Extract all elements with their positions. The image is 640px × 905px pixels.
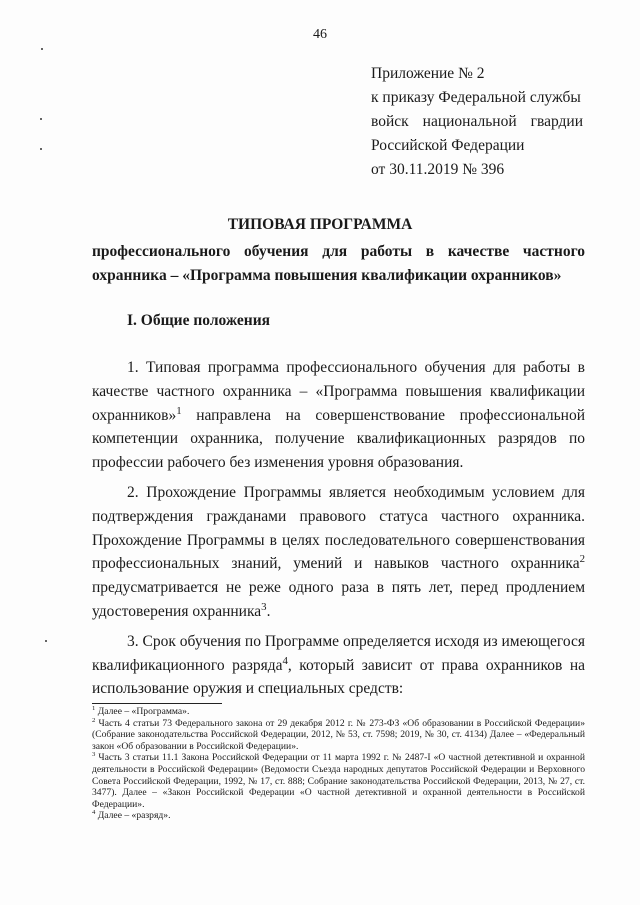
paragraph-2-text-cont: предусматривается не реже одного раза в пять лет, перед продлением удостоверения охранника [92, 579, 585, 620]
paragraph-3 [92, 630, 585, 701]
appendix-line-4: Российской Федерации [371, 137, 525, 154]
footnote-ref-2: 2 [579, 553, 585, 566]
paragraph-1-text: 1. Типовая программа профессионального обучения для работы в качестве частного охранника – «Программа повышения квалификации охранников» [92, 359, 585, 424]
footnote-4-text: Далее – «разряд». [95, 810, 171, 822]
subtitle-line-1: профессионального обучения для работы в качестве частного [92, 243, 585, 260]
footnote-2-text: Часть 4 статьи 73 Федерального закона от 29 декабря 2012 г. № 273-ФЗ «Об образовании в Российской Федерации» (Собрание законодательства Российской Федерации, 2012, № 53, ст. 7598; 2019, № 30, ст. 4134) Далее – «Федеральный закон «Об образовании в Российской Федерации». [92, 717, 585, 752]
footnote-2 [92, 718, 585, 753]
footnote-4 [92, 810, 585, 822]
footnote-ref-3: 3 [261, 600, 267, 613]
footnote-1 [92, 706, 585, 718]
scan-speck [40, 148, 42, 150]
footnote-2-number: 2 [92, 716, 96, 724]
footnote-3 [92, 752, 585, 810]
document-subtitle [92, 240, 585, 288]
appendix-line-3: войск национальной гвардии [371, 113, 583, 130]
paragraph-3-text: 3. Срок обучения по Программе определяется исходя из имеющегося квалификационного разряда [92, 632, 585, 674]
paragraph-3-text-cont: , который зависит от права охранников на использование оружия и специальных средств: [92, 656, 585, 698]
footnote-separator [92, 703, 222, 704]
page-number: 46 [313, 27, 327, 42]
footnote-3-text: Часть 3 статьи 11.1 Закона Российской Федерации от 11 марта 1992 г. № 2487-I «О частной детективной и охранной деятельности в Российской Федерации» (Ведомости Съезда народных депутатов Российской Федерации и Верховного Совета Российской Федерации, 1992, № 17, ст. 888; Собрание законодательства Российской Федерации, 2013, № 27, ст. 3477). Далее – «Закон Российской Федерации «О частной детективной и охранной деятельности в Российской Федерации». [92, 752, 585, 810]
scan-speck [40, 118, 42, 120]
appendix-line-2: к приказу Федеральной службы [371, 89, 581, 106]
paragraph-2-text: 2. Прохождение Программы является необходимым условием для подтверждения гражданами правового статуса частного охранника. Прохождение Программы в целях последовательного совершенствования профессиональных знаний, умений и навыков частного охранника [92, 483, 585, 573]
paragraph-2 [92, 481, 585, 624]
footnote-1-text: Далее – «Программа». [95, 706, 190, 717]
appendix-line-5: от 30.11.2019 № 396 [371, 161, 505, 178]
footnote-1-number: 1 [92, 704, 96, 712]
footnotes [92, 706, 585, 822]
paragraph-2-text-end: . [266, 602, 271, 620]
paragraph-1 [92, 356, 585, 475]
appendix-line-1: Приложение № 2 [371, 65, 485, 82]
footnote-4-number: 4 [92, 809, 96, 817]
subtitle-line-2: охранника – «Программа повышения квалификации охранников» [92, 267, 562, 284]
section-heading: I. Общие положения [127, 312, 271, 329]
appendix-block [371, 62, 583, 182]
scan-speck [45, 640, 47, 642]
scan-speck [41, 48, 43, 50]
document-title: ТИПОВАЯ ПРОГРАММА [227, 216, 413, 233]
document-body [92, 356, 585, 707]
footnote-ref-1: 1 [176, 404, 182, 417]
footnote-3-number: 3 [92, 751, 96, 759]
paragraph-1-text-cont: направлена на совершенствование профессиональной компетенции охранника, получение квалификационных разрядов по профессии рабочего без изменения уровня образования. [92, 406, 585, 472]
footnote-ref-4: 4 [282, 654, 288, 667]
